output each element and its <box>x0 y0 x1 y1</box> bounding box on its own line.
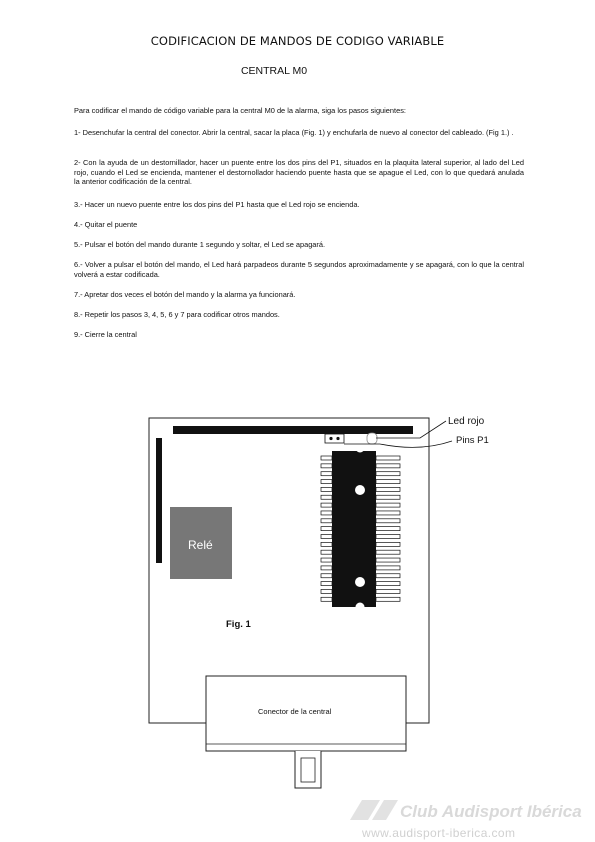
chip-pin <box>321 472 332 476</box>
intro-paragraph: Para codificar el mando de código variable para la central M0 de la alarma, siga los pasos siguientes: <box>74 106 406 115</box>
step-7: 7.- Apretar dos veces el botón del mando y la alarma ya funcionará. <box>74 290 296 299</box>
chip-pin <box>376 480 400 484</box>
red-led <box>367 433 377 444</box>
step-9: 9.- Cierre la central <box>74 330 137 339</box>
chip-pin <box>321 582 332 586</box>
chip-pin <box>376 535 400 539</box>
chip-pin <box>321 511 332 515</box>
chip-pin <box>321 503 332 507</box>
step-8: 8.- Repetir los pasos 3, 4, 5, 6 y 7 para codificar otros mandos. <box>74 310 280 319</box>
chip-pin <box>376 527 400 531</box>
chip-pin <box>376 582 400 586</box>
chip-bottom-notch <box>356 603 365 612</box>
step-2: 2- Con la ayuda de un destornillador, hacer un puente entre los dos pins del P1, situados en la plaquita lateral superior, al lado del Led rojo, cuando el Led se encienda, mantener el destornollador haciendo puente hasta que se apague el Led, con lo que quedará anulada la anterior codificación de la central. <box>74 158 524 187</box>
watermark-name: Club Audisport Ibérica <box>400 802 582 821</box>
step-4: 4.- Quitar el puente <box>74 220 138 229</box>
chip-pin <box>376 589 400 593</box>
chip-pin <box>321 464 332 468</box>
chip-pin <box>321 589 332 593</box>
chip-pin <box>321 597 332 601</box>
chip-pin <box>376 566 400 570</box>
chip-pin <box>321 456 332 460</box>
connector-tab-slot <box>301 758 315 782</box>
chip-pin <box>321 566 332 570</box>
chip-pin <box>376 456 400 460</box>
chip-pin <box>321 495 332 499</box>
chip-pin <box>376 597 400 601</box>
step-1: 1- Desenchufar la central del conector. Abrir la central, sacar la placa (Fig. 1) y enchufarla de nuevo al conector del cableado. (Fig 1.) . <box>74 128 514 137</box>
chip-dot-bottom <box>355 577 365 587</box>
chip-pin <box>321 550 332 554</box>
page-title: CODIFICACION DE MANDOS DE CODIGO VARIABLE <box>150 34 445 48</box>
left-connector-strip <box>156 438 162 563</box>
page-subtitle: CENTRAL M0 <box>240 65 308 77</box>
chip-notch <box>356 444 365 453</box>
chip-pin <box>376 574 400 578</box>
microchip <box>332 451 376 607</box>
chip-pin <box>321 480 332 484</box>
pins-p1 <box>325 434 344 443</box>
chip-pin <box>321 487 332 491</box>
chip-pin <box>376 503 400 507</box>
watermark-url: www.audisport-iberica.com <box>362 826 516 840</box>
led-rojo-label: Led rojo <box>448 416 485 427</box>
step-6: 6.- Volver a pulsar el botón del mando, el Led hará parpadeos durante 5 segundos aproximadamente y se apagará, con lo que la central volverá a estar codificada. <box>74 260 524 279</box>
step-3: 3.- Hacer un nuevo puente entre los dos pins del P1 hasta que el Led rojo se encienda. <box>74 200 360 209</box>
chip-pin <box>321 542 332 546</box>
chip-pin <box>376 495 400 499</box>
chip-pin <box>376 519 400 523</box>
step-5: 5.- Pulsar el botón del mando durante 1 segundo y soltar, el Led se apagará. <box>74 240 326 249</box>
chip-pin <box>376 542 400 546</box>
pins-p1-label: Pins P1 <box>456 435 489 446</box>
pin-1 <box>329 437 332 440</box>
chip-pin <box>376 511 400 515</box>
chip-pin <box>321 519 332 523</box>
chip-pin <box>321 527 332 531</box>
relay-label: Relé <box>188 538 213 552</box>
chip-pin <box>376 487 400 491</box>
figure-caption: Fig. 1 <box>226 619 251 630</box>
chip-pin <box>376 558 400 562</box>
chip-pin <box>376 550 400 554</box>
connector-label: Conector de la central <box>258 707 332 716</box>
chip-pin <box>321 574 332 578</box>
pin-2 <box>336 437 339 440</box>
chip-pin <box>376 472 400 476</box>
chip-pin <box>321 558 332 562</box>
top-connector-strip <box>173 426 413 434</box>
club-logo-icon <box>350 800 398 820</box>
chip-pin <box>321 535 332 539</box>
chip-pin <box>376 464 400 468</box>
chip-dot-top <box>355 485 365 495</box>
